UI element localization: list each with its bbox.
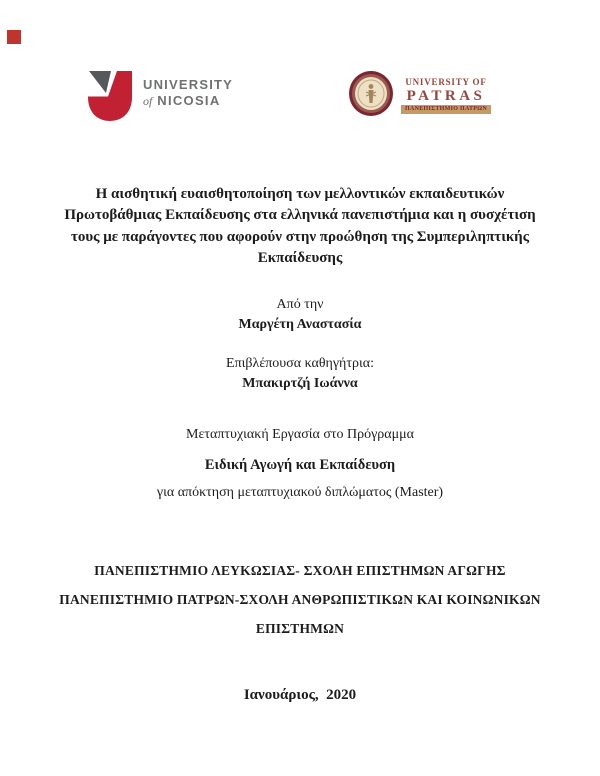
author-name: Μαργέτη Αναστασία xyxy=(238,316,362,332)
institution-line-2: ΠΑΝΕΠΙΣΤΗΜΙΟ ΠΑΤΡΩΝ-ΣΧΟΛΗ ΑΝΘΡΩΠΙΣΤΙΚΩΝ ΚΑΙ ΚΟΙΝΩΝΙΚΩΝ xyxy=(59,592,541,607)
nicosia-of-word: of xyxy=(143,94,153,108)
thesis-title-line-1: Η αισθητική ευαισθητοποίηση των μελλοντικών εκπαιδευτικών xyxy=(95,186,505,202)
program-purpose: για απόκτηση μεταπτυχιακού διπλώματος (Master) xyxy=(156,485,444,500)
thesis-title-line-3: τους με παράγοντες που αφορούν στην προώθηση της Συμπεριληπτικής xyxy=(70,228,530,245)
patras-seal-icon xyxy=(348,70,394,117)
patras-logo-text xyxy=(401,78,491,114)
nicosia-logo-text xyxy=(143,78,233,109)
author-lead: Από την xyxy=(276,297,324,312)
university-of-patras-logo xyxy=(348,70,493,120)
author-section xyxy=(0,295,600,334)
thesis-title-line-4: Εκπαίδευσης xyxy=(257,249,343,266)
nicosia-university-word: UNIVERSITY xyxy=(143,77,234,92)
red-marker xyxy=(7,30,21,44)
institution-line-1: ΠΑΝΕΠΙΣΤΗΜΙΟ ΛΕΥΚΩΣΙΑΣ- ΣΧΟΛΗ ΕΠΙΣΤΗΜΩΝ ΑΓΩΓΗΣ xyxy=(94,563,506,578)
patras-greek-banner: ΠΑΝΕΠΙΣΤΗΜΙΟ ΠΑΤΡΩΝ xyxy=(401,105,491,114)
thesis-title xyxy=(0,184,600,269)
supervisor-lead: Επιβλέπουσα καθηγήτρια: xyxy=(226,356,374,371)
nicosia-name-word: NICOSIA xyxy=(157,93,221,108)
supervisor-section xyxy=(0,354,600,393)
nicosia-u-icon xyxy=(88,71,132,121)
university-of-nicosia-logo xyxy=(88,71,238,123)
supervisor-name: Μπακιρτζή Ιωάννα xyxy=(242,375,358,391)
program-intro: Μεταπτυχιακή Εργασία στο Πρόγραμμα xyxy=(186,427,414,442)
institutions-section xyxy=(0,556,600,643)
nicosia-name-line xyxy=(143,93,233,109)
thesis-title-line-2: Πρωτοβάθμιας Εκπαίδευσης στα ελληνικά πανεπιστήμια και η συσχέτιση xyxy=(64,207,536,224)
date-line: Ιανουάριος, 2020 xyxy=(243,687,357,703)
institution-line-3: ΕΠΙΣΤΗΜΩΝ xyxy=(255,621,345,636)
patras-university-of-words: UNIVERSITY OF xyxy=(405,77,487,87)
patras-name-word: PATRAS xyxy=(406,88,486,104)
program-name: Ειδική Αγωγή και Εκπαίδευση xyxy=(204,457,396,473)
